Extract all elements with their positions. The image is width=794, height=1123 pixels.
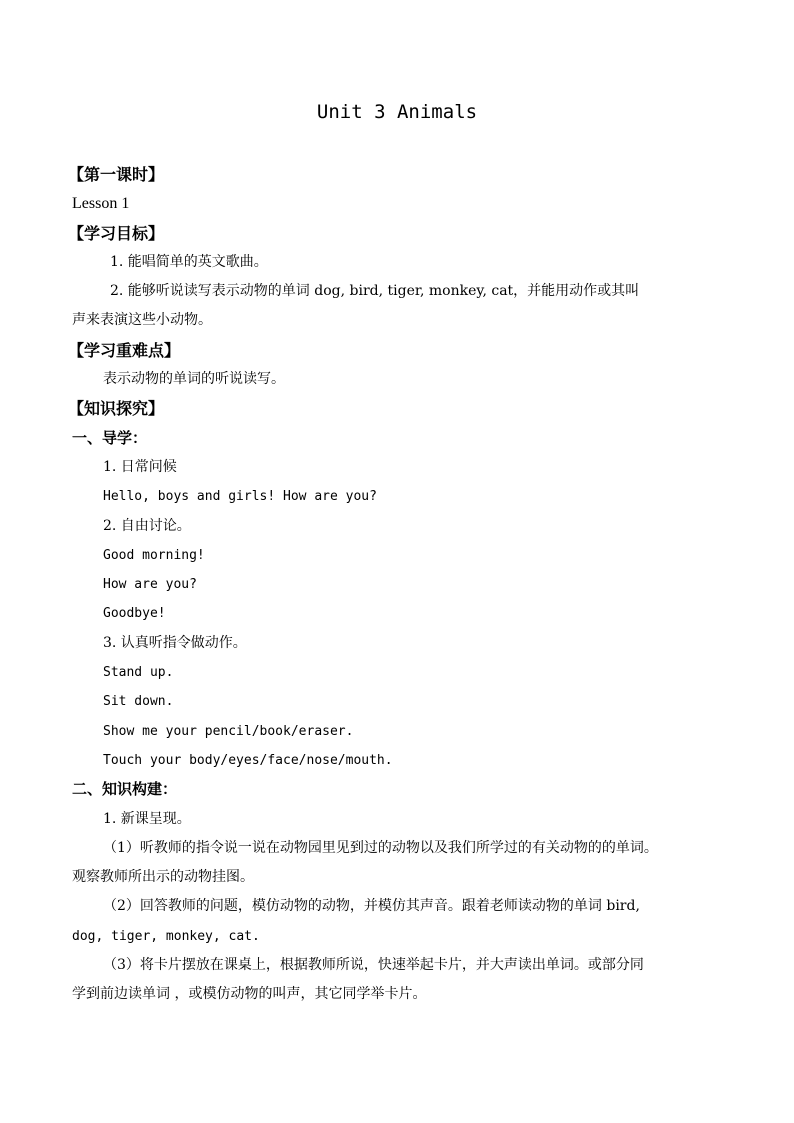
objective-item: 1. 能唱简单的英文歌曲。 bbox=[110, 253, 268, 270]
key-points-heading: 【学习重难点】 bbox=[68, 340, 181, 360]
exploration-heading: 【知识探究】 bbox=[68, 399, 165, 419]
build-line: 1. 新课呈现。 bbox=[103, 810, 191, 827]
guide-line: Show me your pencil/book/eraser. bbox=[103, 723, 354, 739]
guide-line: Good morning! bbox=[103, 547, 205, 563]
guide-line: Touch your body/eyes/face/nose/mouth. bbox=[103, 752, 393, 768]
lesson-period-heading: 【第一课时】 bbox=[68, 165, 165, 184]
objective-item-continued: 声来表演这些小动物。 bbox=[72, 312, 212, 329]
build-line: （3）将卡片摆放在课桌上，根据教师所说，快速举起卡片，并大声读出单词。或部分同 bbox=[103, 957, 644, 974]
document-body bbox=[68, 160, 736, 1010]
build-line-continued: 观察教师所出示的动物挂图。 bbox=[72, 869, 254, 886]
guide-line: 2. 自由讨论。 bbox=[103, 517, 191, 534]
guide-line: Hello, boys and girls! How are you? bbox=[103, 489, 377, 505]
build-line: （2）回答教师的问题，模仿动物的动物，并模仿其声音。跟着老师读动物的单词 bird, bbox=[103, 898, 640, 915]
key-points-text: 表示动物的单词的听说读写。 bbox=[103, 371, 285, 388]
guide-section-heading: 一、导学： bbox=[72, 428, 148, 447]
lesson-name: Lesson 1 bbox=[72, 195, 130, 213]
document-title: Unit 3 Animals bbox=[316, 101, 478, 123]
build-line-continued: dog, tiger, monkey, cat. bbox=[72, 928, 260, 944]
build-line-continued: 学到前边读单词 ，或模仿动物的叫声，其它同学举卡片。 bbox=[72, 986, 427, 1003]
build-section-heading: 二、知识构建： bbox=[72, 780, 178, 799]
objectives-heading: 【学习目标】 bbox=[68, 223, 165, 243]
build-line: （1）听教师的指令说一说在动物园里见到过的动物以及我们所学过的有关动物的的单词。 bbox=[103, 839, 658, 856]
guide-line: 1. 日常问候 bbox=[103, 458, 177, 475]
objective-item: 2. 能够听说读写表示动物的单词 dog, bird, tiger, monkey, cat，并能用动作或其叫 bbox=[110, 283, 640, 300]
guide-line: Sit down. bbox=[103, 694, 174, 710]
guide-line: How are you? bbox=[103, 577, 197, 593]
guide-line: 3. 认真听指令做动作。 bbox=[103, 634, 247, 651]
guide-line: Stand up. bbox=[103, 665, 174, 681]
guide-line: Goodbye! bbox=[103, 606, 166, 622]
